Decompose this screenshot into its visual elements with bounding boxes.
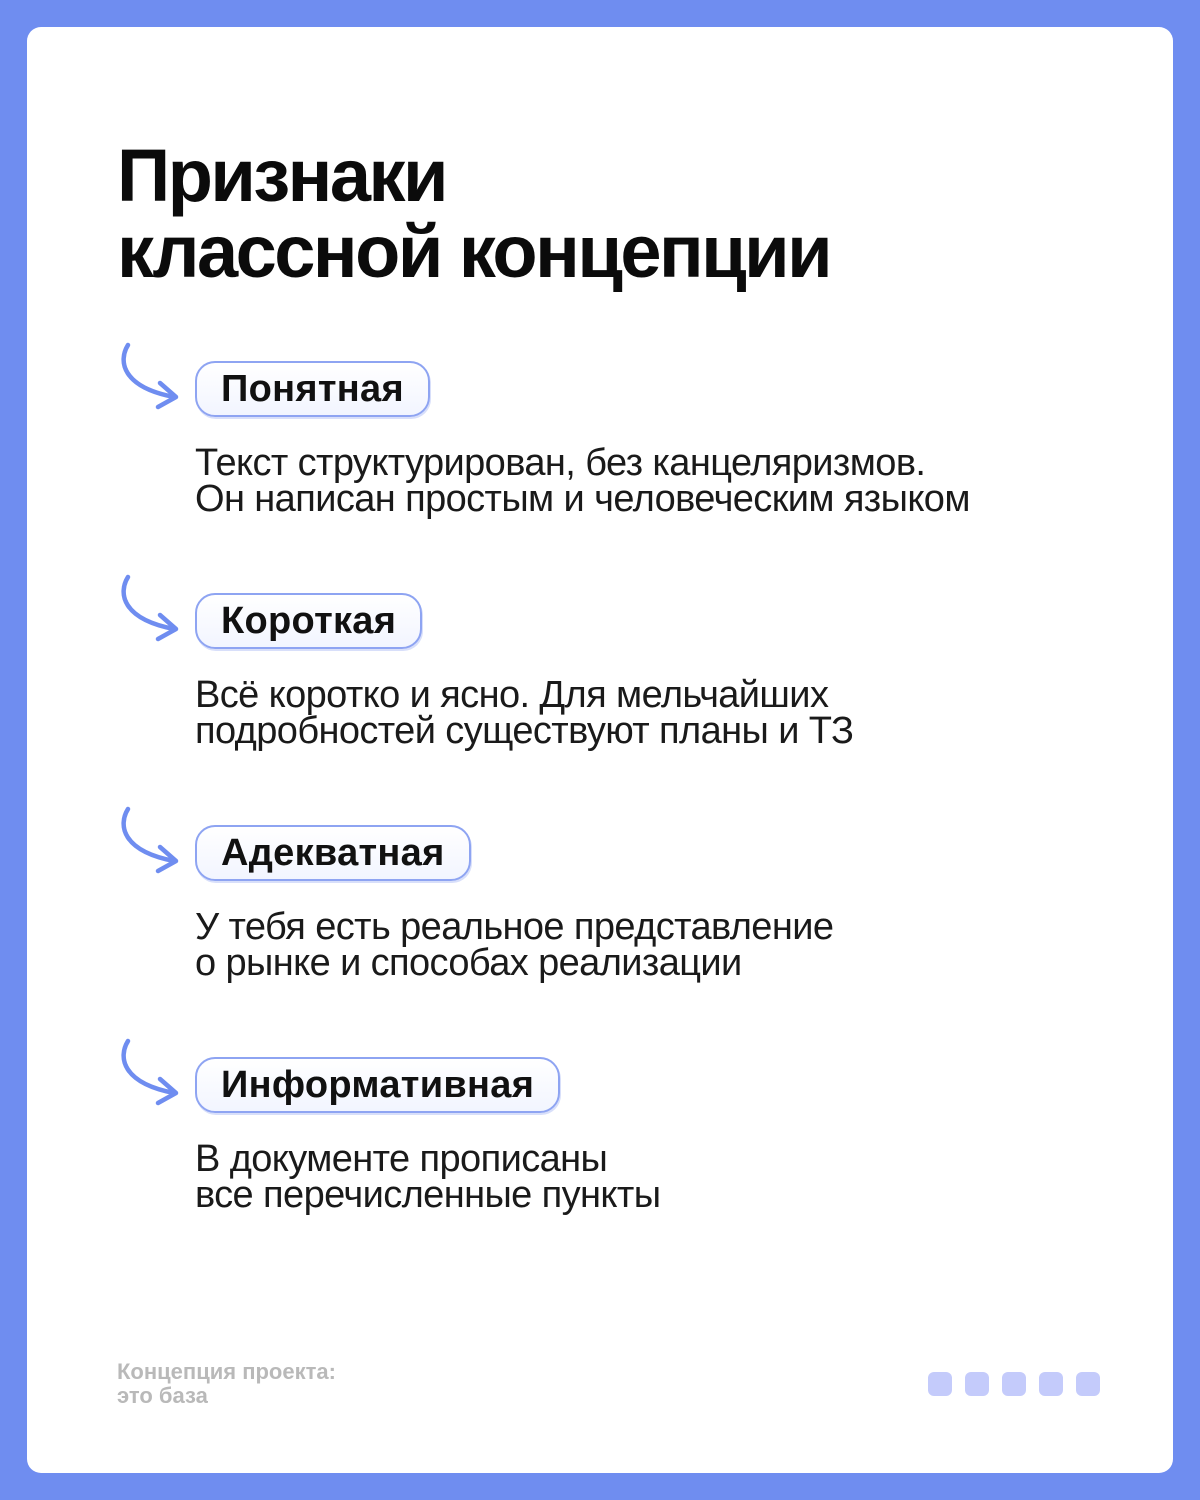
feature-item-informative — [0, 1037, 1200, 1237]
feature-label-pill: Адекватная — [195, 825, 471, 881]
feature-label-pill: Понятная — [195, 361, 430, 417]
feature-description-line-1: В документе прописаны — [195, 1138, 608, 1180]
pagination-dot — [928, 1372, 952, 1396]
feature-description-line-1: Текст структурирован, без канцеляризмов. — [195, 442, 926, 484]
pagination-dots — [928, 1372, 1100, 1396]
feature-label-pill: Информативная — [195, 1057, 560, 1113]
curved-arrow-icon — [118, 573, 190, 645]
title-line-1: Признаки — [117, 134, 447, 217]
feature-label-pill: Короткая — [195, 593, 422, 649]
footer-line-2: это база — [117, 1383, 208, 1408]
feature-description-line-1: У тебя есть реальное представление — [195, 906, 834, 948]
feature-description-line-2: Он написан простым и человеческим языком — [195, 478, 970, 520]
feature-description — [195, 442, 1155, 520]
feature-item-short — [0, 573, 1200, 773]
title-line-2: классной концепции — [117, 210, 831, 293]
pagination-dot — [1076, 1372, 1100, 1396]
pagination-dot — [1002, 1372, 1026, 1396]
feature-description-line-2: о рынке и способах реализации — [195, 942, 742, 984]
feature-description — [195, 1138, 1155, 1216]
feature-description-line-2: подробностей существуют планы и ТЗ — [195, 710, 854, 752]
footer-caption — [117, 1360, 336, 1408]
feature-description-line-2: все перечисленные пункты — [195, 1174, 661, 1216]
feature-item-understandable — [0, 341, 1200, 541]
curved-arrow-icon — [118, 805, 190, 877]
feature-description — [195, 674, 1155, 752]
footer-line-1: Концепция проекта: — [117, 1359, 336, 1384]
page-title — [117, 134, 831, 293]
curved-arrow-icon — [118, 341, 190, 413]
curved-arrow-icon — [118, 1037, 190, 1109]
feature-item-adequate — [0, 805, 1200, 1005]
pagination-dot — [965, 1372, 989, 1396]
feature-description — [195, 906, 1155, 984]
pagination-dot — [1039, 1372, 1063, 1396]
feature-description-line-1: Всё коротко и ясно. Для мельчайших — [195, 674, 829, 716]
